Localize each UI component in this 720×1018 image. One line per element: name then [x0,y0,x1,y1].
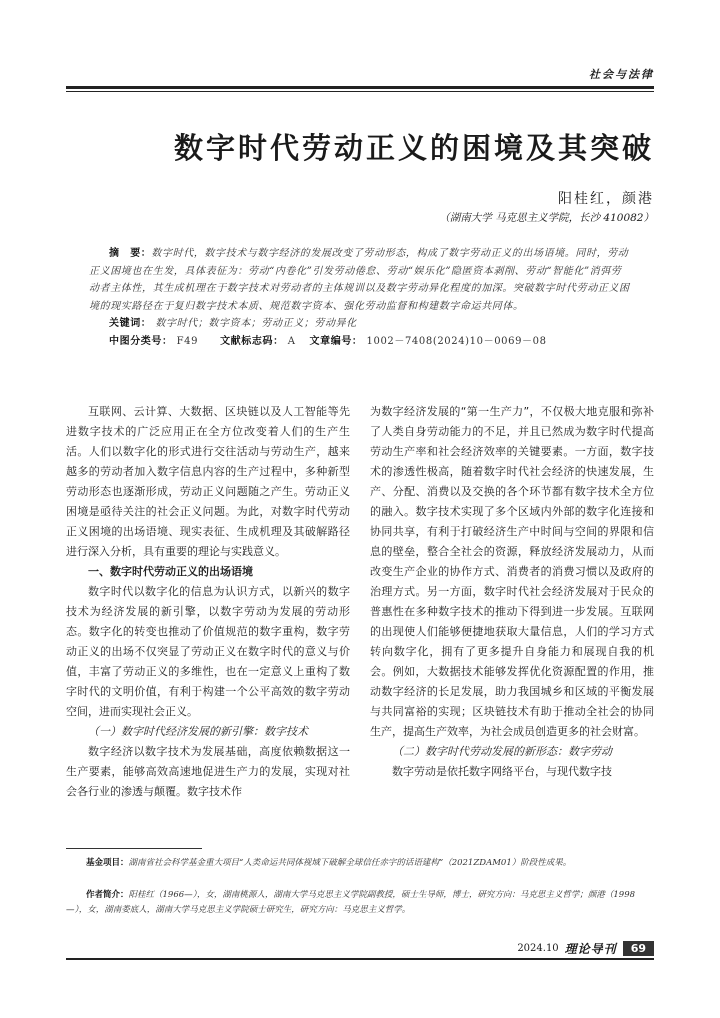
body-paragraph: 为数字经济发展的“第一生产力”，不仅极大地克服和弥补了人类自身劳动能力的不足，并且已然成为数字时代提高劳动生产率和社会经济效率的关键要素。一方面，数字技术的渗透性极高，随着数字时代社会经济的快速发展，生产、分配、消费以及交换的各个环节都有数字技术全方位的融入。数字技术实现了多个区域内外部的数字化连接和协同共享，有利于打破经济生产中时间与空间的界限和信息的壁垒，整合全社会的资源，释放经济发展动力，从而改变生产企业的协作方式、消费者的消费习惯以及政府的治理方式。另一方面，数字时代社会经济发展对于民众的普惠性在多种数字技术的推动下得到进一步发展。互联网的出现使人们能够便捷地获取大量信息，人们的学习方式转向数字化，拥有了更多提升自身能力和展现自我的机会。例如，大数据技术能够发挥优化资源配置的作用，推动数字经济的长足发展，助力我国城乡和区域的平衡发展与共同富裕的实现；区块链技术有助于推动全社会的协同生产，提高生产效率，为社会成员创造更多的社会财富。 [370,405,654,738]
fund-label: 基金项目： [86,858,129,868]
body-paragraph: 数字经济以数字技术为发展基础，高度依赖数据这一生产要素，能够高效高速地促进生产力的发展，实现对社会各行业的渗透与颠覆。数字技术作 [66,745,350,798]
doccode-label: 文献标志码： [220,335,284,347]
section-heading: 一、数字时代劳动正义的出场语境 [88,565,253,578]
keywords-label: 关键词： [109,318,152,329]
header-rule-thin [66,91,654,92]
page-footer [517,940,654,957]
abstract-label: 摘 要： [109,248,152,259]
article-affiliation: （湖南大学 马克思主义学院，长沙 410082） [439,212,654,224]
section-tag: 社会与法律 [589,68,654,81]
body-left-column [66,402,350,802]
article-authors: 阳桂红，颜港 [558,191,654,207]
footer-date: 2024.10 [517,943,559,954]
abstract-paragraph [89,245,631,315]
body-paragraph: 数字劳动是依托数字网络平台，与现代数字技 [392,765,612,778]
keywords-line [89,315,631,333]
articleno-label: 文章编号： [309,335,363,347]
fund-text: 湖南省社会科学基金重大项目“人类命运共同体视域下破解全球信任赤字的话语建构”（2021ZDAM01）阶段性成果。 [128,858,572,868]
footer-journal: 理论导刊 [564,942,617,956]
abstract-block [89,245,631,350]
body-right-column [370,402,654,782]
body-paragraph: 互联网、云计算、大数据、区块链以及人工智能等先进数字技术的广泛应用正在全方位改变着人们的生产生活。人们以数字化的形式进行交往活动与劳动生产，越来越多的劳动者加入数字信息内容的生产过程中，多种新型劳动形态也逐渐形成，劳动正义问题随之产生。劳动正义困境是亟待关注的社会正义问题。为此，对数字时代劳动正义困境的出场语境、现实表征、生成机理及其破解路径进行深入分析，具有重要的理论与实践意义。 [66,405,350,558]
doccode-value: A [287,335,296,347]
footer-rule [66,958,654,960]
header-rule-thick [66,86,654,89]
page-number: 69 [623,941,654,956]
author-label: 作者简介： [86,890,129,900]
author-text: 阳桂红（1966—），女，湖南桃源人，湖南大学马克思主义学院副教授，硕士生导师，博士，研究方向：马克思主义哲学；颜港（1998—），女，湖南娄底人，湖南大学马克思主义学院硕士研究生，研究方向：马克思主义哲学。 [66,890,636,915]
footnote-author [66,888,654,918]
footnote-rule [66,848,202,849]
subsection-heading: （二）数字时代劳动发展的新形态：数字劳动 [392,745,612,758]
footnote-fund [66,856,654,871]
clc-label: 中图分类号： [109,335,173,347]
articleno-value: 1002－7408(2024)10－0069－08 [366,335,547,347]
body-paragraph: 数字时代以数字化的信息为认识方式，以新兴的数字技术为经济发展的新引擎，以数字劳动为发展的劳动形态。数字化的转变也推动了价值规范的数字重构，数字劳动正义的出场不仅突显了劳动正义在数字时代的意义与价值，丰富了劳动正义的多维性，也在一定意义上重构了数字时代的文明价值，有利于构建一个公平高效的数字劳动空间，进而实现社会正义。 [66,585,350,718]
keywords-text: 数字时代；数字资本；劳动正义；劳动异化 [155,318,357,329]
subsection-heading: （一）数字时代经济发展的新引擎：数字技术 [88,725,308,738]
abstract-text: 数字时代，数字技术与数字经济的发展改变了劳动形态，构成了数字劳动正义的出场语境。同时，劳动正义困境也在生发，具体表征为：劳动“内卷化”引发劳动倦怠、劳动“娱乐化”隐匿资本剥削、劳动“智能化”消弭劳动者主体性，其生成机理在于数字技术对劳动者的主体规训以及数字劳动异化程度的加深。突破数字时代劳动正义困境的现实路径在于复归数字技术本质、规范数字资本、强化劳动监督和构建数字命运共同体。 [89,248,630,312]
classification-line [89,333,631,351]
article-title: 数字时代劳动正义的困境及其突破 [173,131,654,165]
clc-value: F49 [176,335,199,347]
